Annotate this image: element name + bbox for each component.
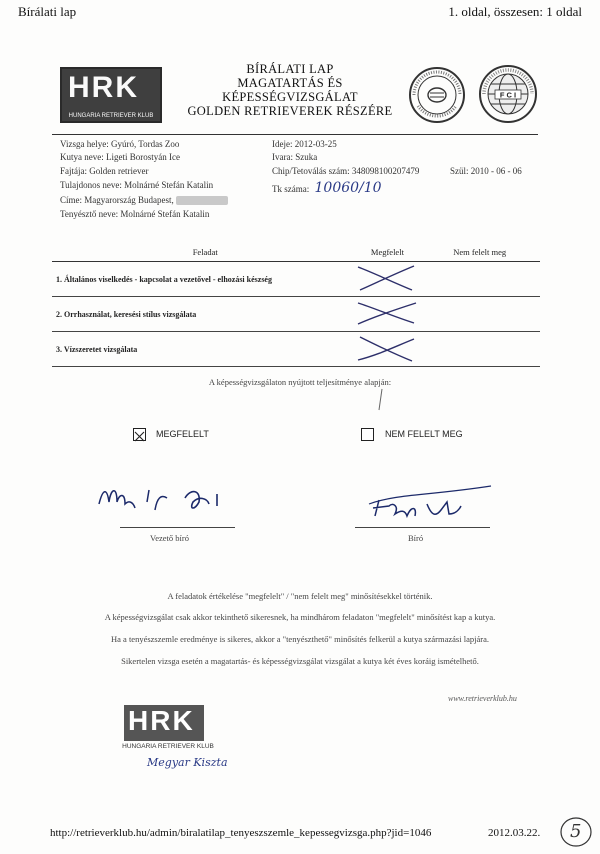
task-1-label: 1. Általános viselkedés - kapcsolat a vezetővel - elhozási készség <box>52 262 355 297</box>
svg-text:F C I: F C I <box>499 90 517 100</box>
exam-place: Vizsga helye: Gyúró, Tordas Zoo <box>60 139 180 149</box>
fail-checkbox[interactable] <box>361 428 374 441</box>
task-1-passed-cell <box>355 262 419 297</box>
header-left-title: Bírálati lap <box>18 4 77 19</box>
task-3-label: 3. Vízszeretet vizsgálata <box>52 332 355 367</box>
birth-date: Szül: 2010 - 06 - 06 <box>450 166 522 176</box>
cross-mark-icon <box>356 298 418 328</box>
fci-globe-icon <box>478 64 538 124</box>
table-row <box>52 297 540 332</box>
note-2: A képességvizsgálat csak akkor tekinthető sikeresnek, ha mindhárom feladaton "megfelelt" minősítést kap a kutya. <box>104 612 496 622</box>
footer-url[interactable]: http://retrieverklub.hu/admin/biralatilap_tenyeszszemle_kepessegvizsga.php?jid=1046 <box>50 827 432 839</box>
title-line-2: MAGATARTÁS ÉS <box>237 76 343 90</box>
tk-number <box>272 180 382 196</box>
fail-label: NEM FELELT MEG <box>385 429 463 439</box>
task-3-passed-cell <box>355 332 419 367</box>
title-line-4: GOLDEN RETRIEVEREK RÉSZÉRE <box>187 104 393 118</box>
task-2-failed-cell <box>419 297 540 332</box>
chip-number: Chip/Tetoválás szám: 348098100207479 <box>272 166 420 176</box>
hrk-stamp <box>120 703 216 753</box>
document-title <box>170 62 410 118</box>
page-number-circle <box>559 815 593 849</box>
task-2-passed-cell <box>355 297 419 332</box>
tk-label: Tk száma: <box>272 184 310 194</box>
page-mark: 5 <box>570 821 582 842</box>
website-link[interactable]: www.retrieverklub.hu <box>448 694 517 703</box>
task-3-failed-cell <box>419 332 540 367</box>
judge-signature-line <box>355 527 490 528</box>
title-line-3: KÉPESSÉGVIZSGÁLAT <box>222 90 358 104</box>
task-2-label: 2. Orrhasználat, keresési stílus vizsgálata <box>52 297 355 332</box>
hrk-stamp-letters: HRK <box>128 705 195 736</box>
pen-stroke-mark <box>376 388 386 412</box>
leader-judge-signature <box>95 480 245 526</box>
result-intro: A képességvizsgálaton nyújtott teljesítménye alapján: <box>208 377 392 387</box>
judge-label: Bíró <box>408 533 424 543</box>
note-1: A feladatok értékelése "megfelelt" / "nem felelt meg" minősítésekkel történik. <box>167 591 433 601</box>
hrk-logo-subtitle: HUNGARIA RETRIEVER KLUB <box>68 113 154 119</box>
dog-name: Kutya neve: Ligeti Borostyán Ice <box>60 152 180 162</box>
header-divider <box>52 134 538 135</box>
header-page-count: 1. oldal, összesen: 1 oldal <box>448 4 582 19</box>
tk-handwritten-value: 10060/10 <box>314 180 382 196</box>
dog-sex: Ivara: Szuka <box>272 152 318 162</box>
title-line-1: BÍRÁLATI LAP <box>246 62 334 76</box>
owner-address <box>60 195 228 205</box>
leader-signature-line <box>120 527 235 528</box>
hrk-logo <box>60 67 162 123</box>
header-failed: Nem felelt meg <box>419 243 540 262</box>
hrk-logo-letters: HRK <box>68 71 139 104</box>
note-4: Sikertelen vizsga esetén a magatartás- és képességvizsgálat vizsgálat a kutya két éves koráig ismételhető. <box>121 656 479 666</box>
table-row <box>52 332 540 367</box>
owner-name: Tulajdonos neve: Molnárné Stefán Katalin <box>60 180 214 190</box>
task-table-header <box>52 243 540 262</box>
note-3: Ha a tenyészszemle eredménye is sikeres, akkor a "tenyészthető" minősítés felkerül a kutya származási lapjára. <box>111 634 489 644</box>
cross-mark-icon <box>356 333 418 363</box>
cross-mark-icon <box>356 263 418 293</box>
task-table <box>52 243 540 367</box>
footer-date: 2012.03.22. <box>488 827 541 839</box>
exam-date: Ideje: 2012-03-25 <box>272 139 337 149</box>
hrk-stamp-subtitle: HUNGARIA RETRIEVER KLUB <box>122 743 214 750</box>
checkbox-x-icon <box>134 431 145 442</box>
pass-checkbox[interactable] <box>133 428 146 441</box>
dog-breed: Fajtája: Golden retriever <box>60 166 149 176</box>
address-redacted <box>176 196 228 205</box>
table-row <box>52 262 540 297</box>
header-passed: Megfelelt <box>355 243 419 262</box>
leader-judge-label: Vezető bíró <box>150 533 189 543</box>
breeder-name: Tenyésztő neve: Molnárné Stefán Katalin <box>60 209 210 219</box>
task-1-failed-cell <box>419 262 540 297</box>
pass-label: MEGFELELT <box>156 429 209 439</box>
stamp-signature: Megyar Kiszta <box>147 756 228 769</box>
header-task: Feladat <box>52 243 355 262</box>
mebsz-seal-icon <box>408 66 466 124</box>
judge-signature <box>365 484 500 530</box>
address-text: Címe: Magyarország Budapest, <box>60 195 174 205</box>
